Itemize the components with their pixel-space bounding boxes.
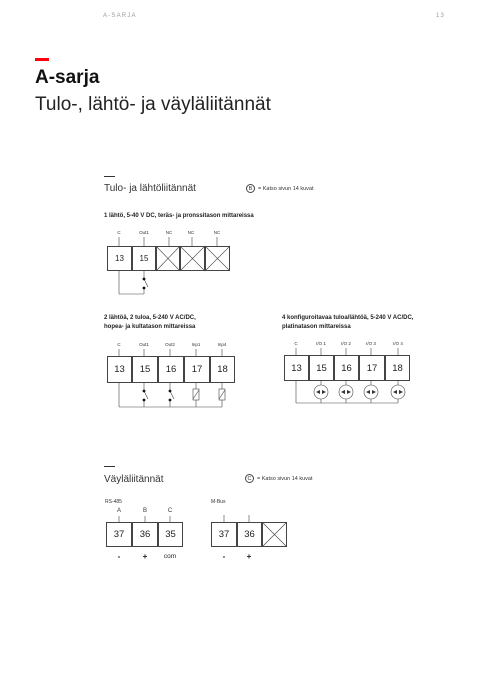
bus-terminal-box: 36 xyxy=(132,522,158,547)
rs485-label: RS-485 xyxy=(105,499,122,505)
running-header: A-SARJA xyxy=(103,13,137,19)
terminal-box: 18 xyxy=(385,355,410,381)
diagram2-caption-line2: hopea- ja kultatason mittareissa xyxy=(104,323,196,330)
terminal-label: C xyxy=(117,342,121,347)
terminal-label: NC xyxy=(213,230,221,235)
rs485-line-label: C xyxy=(167,508,173,514)
terminal-box: 15 xyxy=(132,246,156,271)
terminal-box: 15 xyxy=(309,355,334,381)
reference-c-icon: C xyxy=(245,474,254,483)
terminal-label: Out2 xyxy=(165,342,175,347)
diagram2-caption-line1: 2 lähtöä, 2 tuloa, 5-240 V AC/DC, xyxy=(104,315,196,321)
terminal-label: Out1 xyxy=(139,230,149,235)
io-section-heading: Tulo- ja lähtöliitännät xyxy=(104,183,196,194)
polarity-label: com xyxy=(163,553,177,560)
bus-section-heading: Väyläliitännät xyxy=(104,474,164,485)
polarity-label: - xyxy=(222,552,226,561)
bus-terminal-box: 37 xyxy=(106,522,132,547)
rs485-line-label: B xyxy=(142,508,147,514)
terminal-label: Inp4 xyxy=(217,342,227,347)
terminal-box: 13 xyxy=(107,246,132,271)
bus-terminal-box: 35 xyxy=(158,522,183,547)
page-title: A-sarja xyxy=(35,67,100,88)
bus-reference-text: = Katso sivun 14 kuvat xyxy=(257,475,313,482)
terminal-label: NC xyxy=(165,230,173,235)
terminal-label: I/O 1 xyxy=(316,341,326,346)
diagram3-caption-line1: 4 konfiguroitavaa tuloa/lähtöä, 5-240 V AC/DC, xyxy=(282,315,414,321)
bus-terminal-box: 37 xyxy=(211,522,237,547)
terminal-box: 13 xyxy=(284,355,309,381)
diagram1-caption: 1 lähtö, 5-40 V DC, teräs- ja pronssitason mittareissa xyxy=(104,213,254,219)
terminal-label: I/O 2 xyxy=(341,341,351,346)
diagram3-caption-line2: platinatason mittareissa xyxy=(282,323,351,330)
page-subtitle: Tulo-, lähtö- ja väyläliitännät xyxy=(35,94,271,115)
terminal-box: 16 xyxy=(158,356,184,383)
terminal-box: 16 xyxy=(334,355,359,381)
page-number: 13 xyxy=(436,13,446,19)
reference-b-icon: B xyxy=(246,184,255,193)
terminal-box: 17 xyxy=(184,356,210,383)
terminal-label: Out1 xyxy=(139,342,149,347)
terminal-box: 13 xyxy=(107,356,132,383)
io-reference-text: = Katso sivun 14 kuvat xyxy=(258,185,314,192)
terminal-label: C xyxy=(117,230,121,235)
terminal-label: I/O 4 xyxy=(393,341,403,346)
terminal-box: 15 xyxy=(132,356,158,383)
rs485-line-label: A xyxy=(116,508,121,514)
polarity-label: + xyxy=(142,552,148,561)
terminal-label: Inp1 xyxy=(191,342,201,347)
bus-terminal-box: 36 xyxy=(237,522,262,547)
polarity-label: + xyxy=(246,552,252,561)
terminal-box: 17 xyxy=(359,355,385,381)
terminal-box: 18 xyxy=(210,356,235,383)
terminal-label: NC xyxy=(187,230,195,235)
terminal-label: C xyxy=(294,341,298,346)
mbus-label: M-Bus xyxy=(211,499,226,505)
polarity-label: - xyxy=(117,552,121,561)
terminal-label: I/O 3 xyxy=(366,341,376,346)
nc-terminal-box xyxy=(262,522,287,547)
